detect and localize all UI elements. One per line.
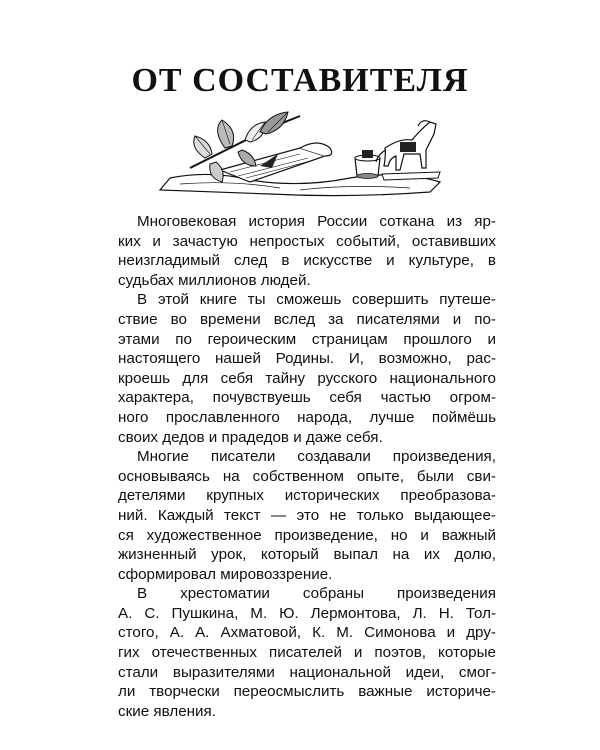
paragraph-line: ские явления. [118, 702, 216, 720]
paragraph-line: Многие писатели создавали произведения, [137, 448, 496, 466]
paragraph-line: ли творчески переосмыслить важные историче- [118, 683, 496, 701]
paragraph-line: ких и зачастую непростых событий, оставивших [118, 232, 496, 250]
paragraph-line: ствие во времени вслед за писателями и по- [118, 310, 496, 328]
paragraph [118, 212, 496, 290]
paragraph-line: сформировал мировоззрение. [118, 565, 333, 583]
paragraph-line: своих дедов и прадедов и даже себя. [118, 428, 383, 446]
paragraph-line: А. С. Пушкина, М. Ю. Лермонтова, Л. Н. Тол- [118, 604, 496, 622]
paragraph-line: стого, А. А. Ахматовой, К. М. Симонова и дру- [118, 624, 496, 642]
paragraph-line: судьбах миллионов людей. [118, 271, 311, 289]
body-text [118, 212, 496, 721]
paragraph-line: гих отечественных писателей и поэтов, которые [118, 644, 496, 662]
paragraph-line: детелями крупных исторических преобразова- [118, 487, 496, 505]
horse-figurine-icon [376, 121, 440, 180]
paragraph [118, 290, 496, 447]
paragraph-line: ний. Каждый текст — это не только выдающее- [118, 506, 496, 524]
paragraph-line: стали выразителями национальной идеи, смог- [118, 663, 496, 681]
paragraph-line: этами по героическим страницам прошлого и [118, 330, 496, 348]
paragraph-line: настоящего нашей Родины. И, возможно, рас- [118, 350, 496, 368]
paragraph-line: В этой книге ты сможешь совершить путеше- [137, 291, 496, 309]
paragraph-line: кроешь для себя тайну русского национального [118, 369, 496, 387]
paragraph-line: Многовековая история России соткана из яр- [137, 213, 496, 230]
paragraph [118, 584, 496, 721]
paragraph-line: характера, почувствуешь себя частью огром- [118, 389, 496, 407]
paragraph-line: неизгладимый след в искусстве и культуре, в [118, 252, 496, 270]
paragraph-line: ся художественное произведение, но и важный [118, 526, 496, 544]
paragraph-line: жизненный урок, который выпал на их долю, [118, 546, 496, 564]
inkwell-icon [355, 150, 380, 179]
decorative-still-life-illustration [150, 108, 450, 198]
paper-scroll-icon [220, 143, 332, 182]
paragraph-line: В хрестоматии собраны произведения [137, 585, 496, 603]
paragraph [118, 447, 496, 584]
paragraph-line: основываясь на собственном опыте, были сви- [118, 467, 496, 485]
paragraph-line: ного прославленного народа, лучше поймёшь [118, 408, 496, 426]
page-title: ОТ СОСТАВИТЕЛЯ [131, 62, 469, 99]
